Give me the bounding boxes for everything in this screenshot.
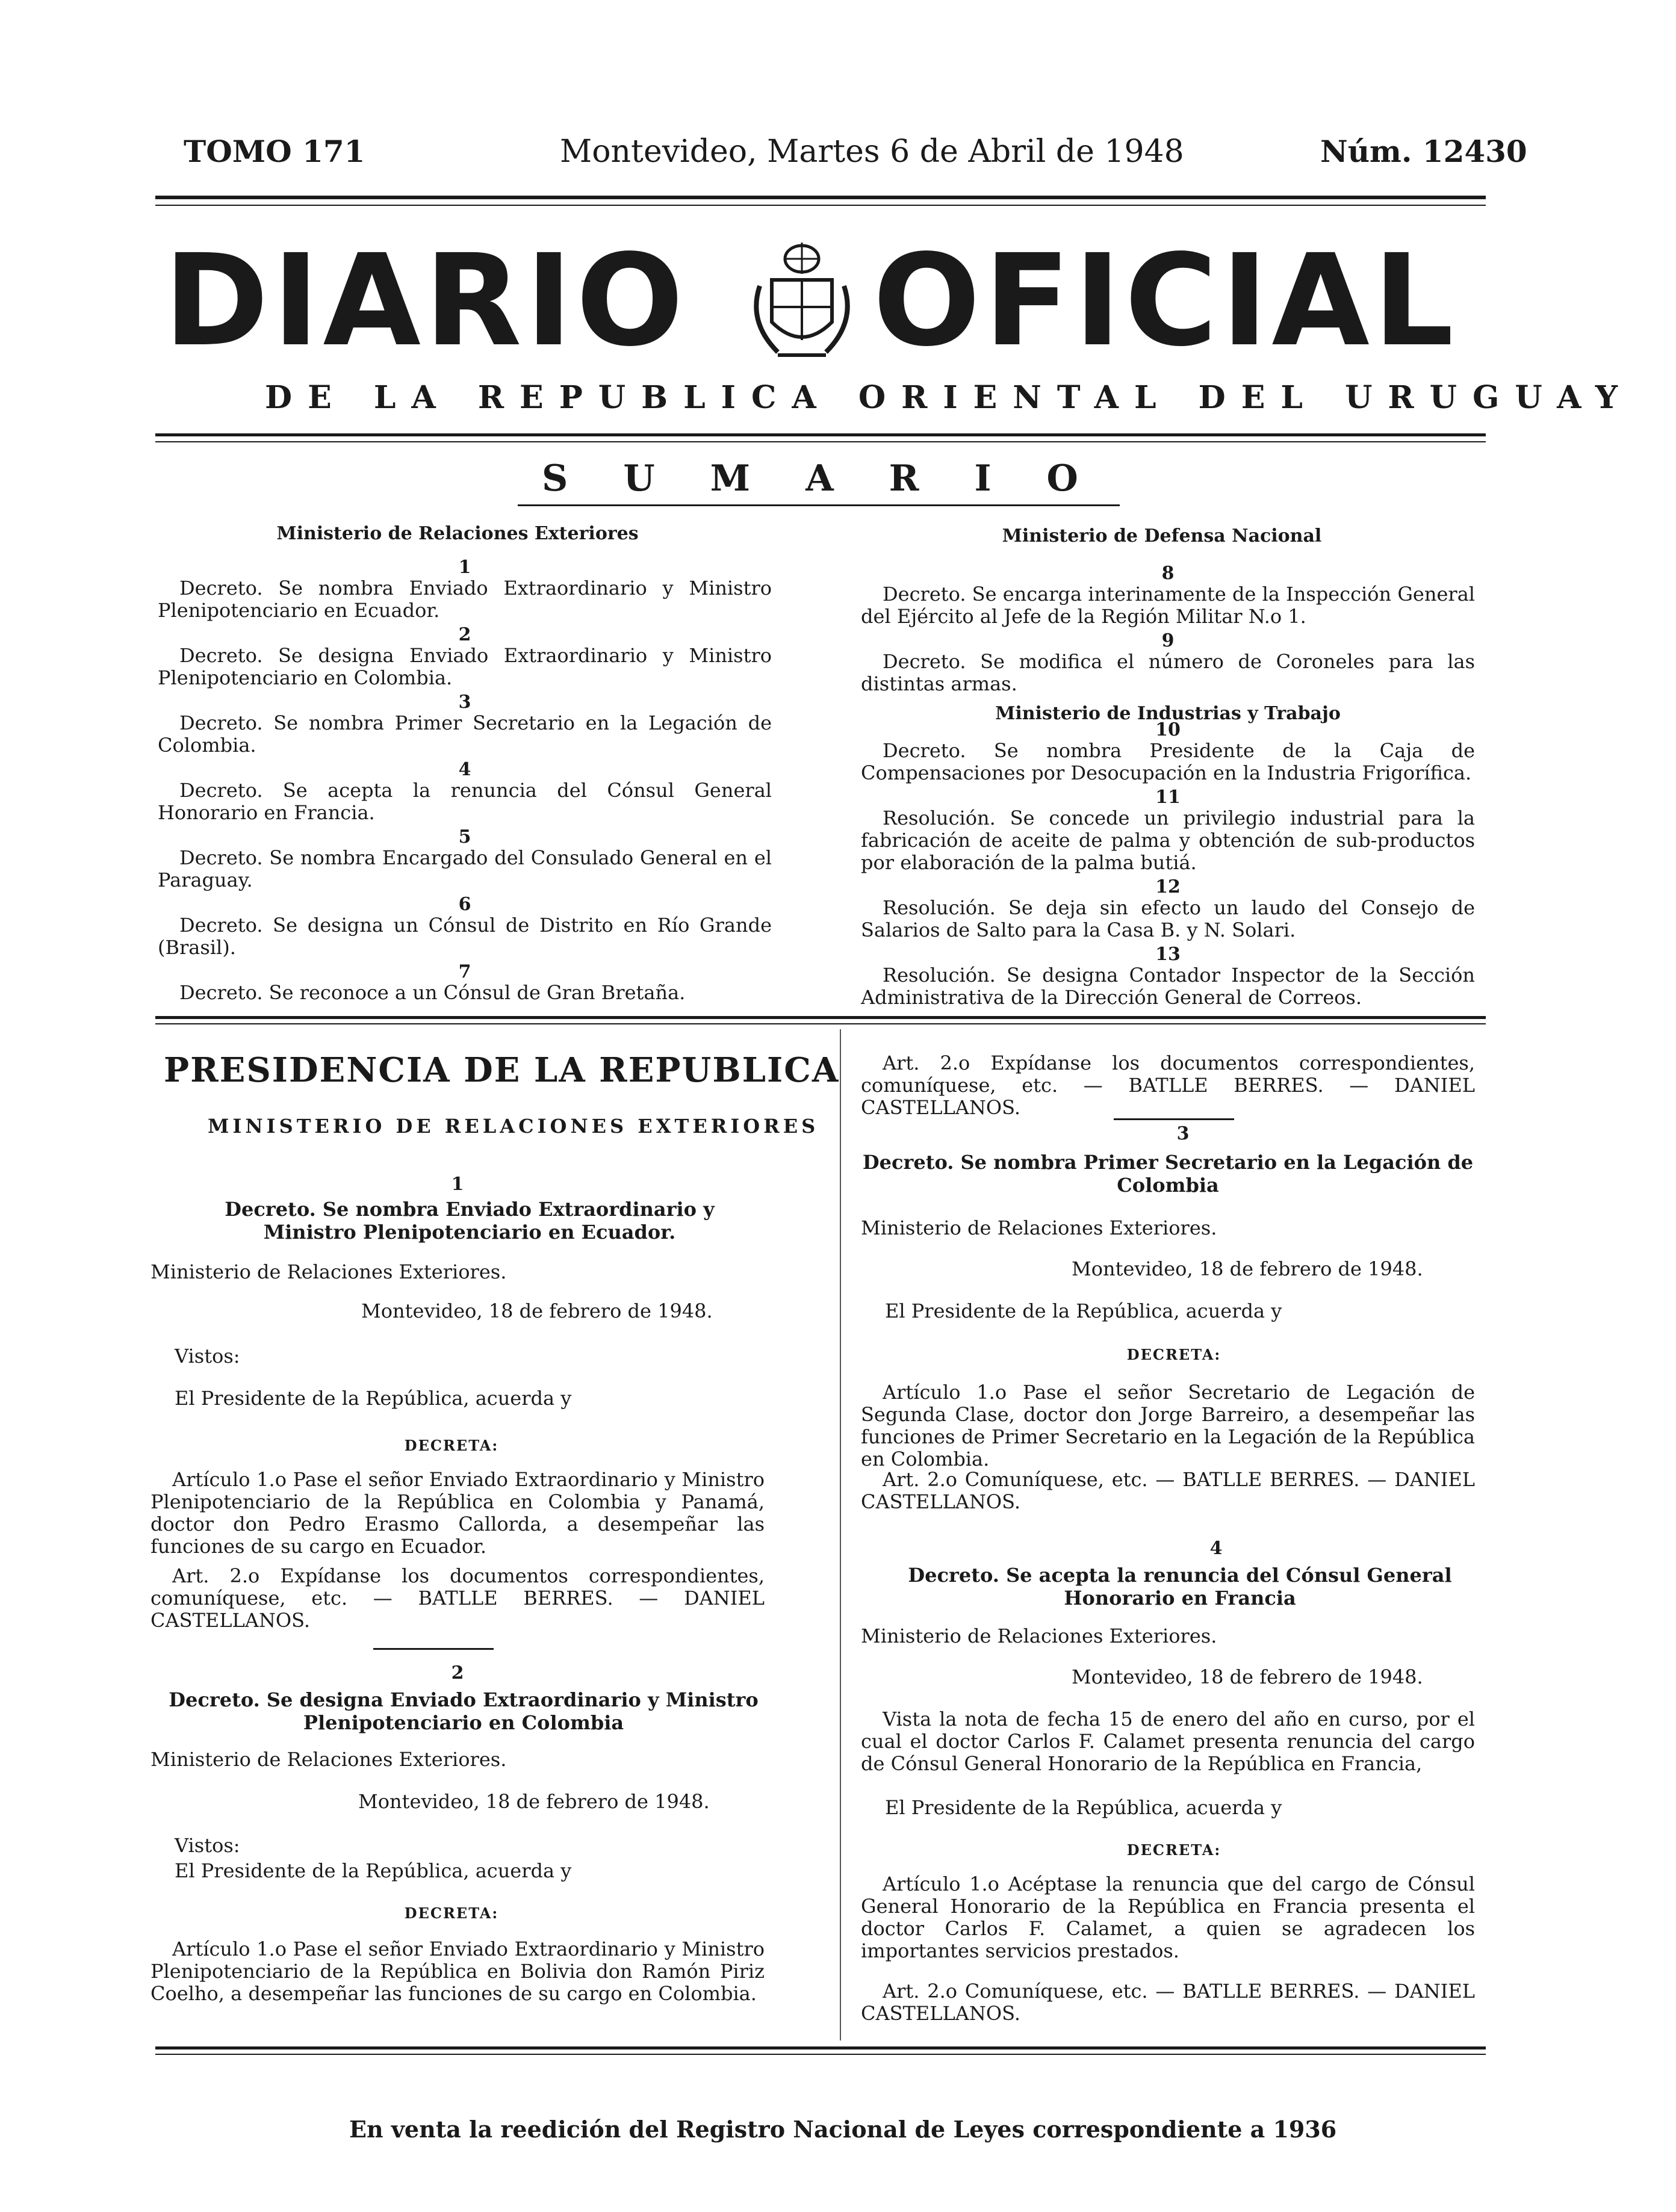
decree-4-decreta: DECRETA: — [1126, 1841, 1221, 1859]
coat-of-arms-seal — [742, 238, 862, 364]
sumario-item-text: Decreto. Se nombra Encargado del Consulado General en el Paraguay. — [158, 846, 772, 891]
tomo-label: TOMO 171 — [184, 134, 365, 169]
decree-3-decreta: DECRETA: — [1126, 1346, 1221, 1363]
decree-1-acuerda: El Presidente de la República, acuerda y — [175, 1387, 572, 1410]
sumario-item-number: 10 — [1155, 719, 1181, 740]
sumario-item-number: 4 — [458, 759, 471, 780]
decree-3-number: 3 — [1176, 1123, 1190, 1144]
decree-3-date: Montevideo, 18 de febrero de 1948. — [1072, 1257, 1423, 1280]
sumario-item-number: 8 — [1161, 563, 1175, 584]
ministry-heading: MINISTERIO DE RELACIONES EXTERIORES — [208, 1115, 819, 1138]
decree-1-ministry: Ministerio de Relaciones Exteriores. — [151, 1260, 507, 1283]
decree-2-vistos: Vistos: — [175, 1834, 240, 1857]
subtitle-rule-thin — [155, 441, 1486, 442]
decree-2-article-1: Artículo 1.o Pase el señor Enviado Extraordinario y Ministro Plenipotenciario de la República en Bolivia don Ramón Piriz Coelho, a desempeñar las funciones de su cargo en Colombia. — [151, 1938, 765, 2005]
subtitle-rule — [155, 433, 1486, 436]
decree-1-article-1: Artículo 1.o Pase el señor Enviado Extraordinario y Ministro Plenipotenciario de la República en Colombia y Panamá, doctor don Pedro Erasmo Callorda, a desempeñar las funciones de su cargo en Ecuador. — [151, 1468, 765, 1558]
sumario-item-text: Decreto. Se designa un Cónsul de Distrito en Río Grande (Brasil). — [158, 914, 772, 959]
decree-4-title: Decreto. Se acepta la renuncia del Cónsul General Honorario en Francia — [908, 1564, 1452, 1609]
decree-3-article-2: Art. 2.o Comuníquese, etc. — BATLLE BERRES. — DANIEL CASTELLANOS. — [861, 1468, 1475, 1513]
header-rule-thin — [155, 205, 1486, 206]
decree-2-date: Montevideo, 18 de febrero de 1948. — [358, 1790, 710, 1813]
sumario-item-number: 6 — [458, 894, 471, 915]
sumario-title: SUMARIO — [542, 457, 1134, 500]
sumario-bottom-rule — [155, 1016, 1486, 1019]
header-rule — [155, 196, 1486, 199]
decree-4-number: 4 — [1209, 1538, 1223, 1559]
decree-1-separator — [373, 1648, 494, 1650]
decree-1-vistos: Vistos: — [175, 1345, 240, 1368]
body-bottom-rule-thin — [155, 2054, 1486, 2055]
sumario-right-ministry-defensa: Ministerio de Defensa Nacional — [1002, 525, 1322, 547]
masthead-subtitle: DE LA REPUBLICA ORIENTAL DEL URUGUAY — [265, 379, 1634, 416]
decree-3-title: Decreto. Se nombra Primer Secretario en la Legación de Colombia — [862, 1151, 1474, 1197]
sumario-item-text: Decreto. Se acepta la renuncia del Cónsul General Honorario en Francia. — [158, 779, 772, 824]
sumario-item-number: 11 — [1155, 787, 1181, 808]
decree-1-decreta: DECRETA: — [404, 1437, 499, 1454]
masthead-oficial: OFICIAL — [873, 227, 1457, 374]
decree-2-article-2: Art. 2.o Expídanse los documentos correspondientes, comuníquese, etc. — BATLLE BERRES. — DANIEL CASTELLANOS. — [861, 1052, 1475, 1119]
sumario-item-number: 2 — [458, 624, 471, 645]
sumario-bottom-rule-thin — [155, 1023, 1486, 1024]
sumario-underline — [518, 504, 1120, 506]
decree-4-article-2: Art. 2.o Comuníquese, etc. — BATLLE BERRES. — DANIEL CASTELLANOS. — [861, 1980, 1475, 2025]
issue-number: Núm. 12430 — [1320, 134, 1527, 169]
sumario-item-text: Decreto. Se modifica el número de Coroneles para las distintas armas. — [861, 650, 1475, 695]
section-title-presidencia: PRESIDENCIA DE LA REPUBLICA — [164, 1050, 840, 1090]
decree-2-separator — [1114, 1118, 1234, 1120]
column-divider — [840, 1029, 841, 2040]
decree-4-ministry: Ministerio de Relaciones Exteriores. — [861, 1625, 1217, 1647]
decree-2-decreta: DECRETA: — [404, 1904, 499, 1922]
decree-4-vista: Vista la nota de fecha 15 de enero del año en curso, por el cual el doctor Carlos F. Calamet presenta renuncia del cargo de Cónsul General Honorario de la República en Francia, — [861, 1708, 1475, 1775]
sumario-item-number: 13 — [1155, 944, 1181, 965]
sumario-item-number: 7 — [458, 961, 471, 982]
decree-2-acuerda: El Presidente de la República, acuerda y — [175, 1859, 572, 1882]
decree-1-date: Montevideo, 18 de febrero de 1948. — [361, 1300, 713, 1322]
sumario-item-text: Decreto. Se reconoce a un Cónsul de Gran Bretaña. — [179, 981, 686, 1004]
sumario-item-text: Resolución. Se concede un privilegio industrial para la fabricación de aceite de palma y obtención de sub-productos por elaboración de la palma butiá. — [861, 807, 1475, 874]
body-bottom-rule — [155, 2046, 1486, 2049]
decree-3-acuerda: El Presidente de la República, acuerda y — [885, 1300, 1282, 1322]
sumario-item-text: Resolución. Se designa Contador Inspector de la Sección Administrativa de la Dirección General de Correos. — [861, 964, 1475, 1009]
decree-1-title: Decreto. Se nombra Enviado Extraordinario y Ministro Plenipotenciario en Ecuador. — [225, 1198, 715, 1244]
sumario-item-text: Decreto. Se encarga interinamente de la Inspección General del Ejército al Jefe de la Región Militar N.o 1. — [861, 583, 1475, 628]
footer-notice: En venta la reedición del Registro Nacional de Leyes correspondiente a 1936 — [349, 2116, 1337, 2143]
sumario-item-text: Decreto. Se nombra Primer Secretario en la Legación de Colombia. — [158, 711, 772, 757]
sumario-item-number: 9 — [1161, 630, 1175, 651]
decree-1-article-2: Art. 2.o Expídanse los documentos correspondientes, comuníquese, etc. — BATLLE BERRES. — DANIEL CASTELLANOS. — [151, 1564, 765, 1632]
decree-3-ministry: Ministerio de Relaciones Exteriores. — [861, 1216, 1217, 1239]
sumario-item-number: 12 — [1155, 876, 1181, 897]
decree-4-date: Montevideo, 18 de febrero de 1948. — [1072, 1665, 1423, 1688]
decree-2-ministry: Ministerio de Relaciones Exteriores. — [151, 1748, 507, 1771]
sumario-item-text: Decreto. Se designa Enviado Extraordinario y Ministro Plenipotenciario en Colombia. — [158, 644, 772, 689]
sumario-item-text: Decreto. Se nombra Presidente de la Caja de Compensaciones por Desocupación en la Industria Frigorífica. — [861, 739, 1475, 784]
sumario-item-text: Decreto. Se nombra Enviado Extraordinario y Ministro Plenipotenciario en Ecuador. — [158, 577, 772, 622]
decree-1-number: 1 — [451, 1174, 464, 1195]
sumario-item-number: 1 — [458, 557, 471, 578]
sumario-left-ministry: Ministerio de Relaciones Exteriores — [276, 523, 639, 544]
masthead-diario: DIARIO — [164, 227, 687, 374]
decree-4-article-1: Artículo 1.o Acéptase la renuncia que del cargo de Cónsul General Honorario de la República en Francia presenta el doctor Carlos F. Calamet, a quien se agradecen los importantes servicios prestados. — [861, 1873, 1475, 1962]
decree-4-acuerda: El Presidente de la República, acuerda y — [885, 1796, 1282, 1819]
decree-2-title: Decreto. Se designa Enviado Extraordinario y Ministro Plenipotenciario en Colombia — [169, 1688, 759, 1734]
issue-date: Montevideo, Martes 6 de Abril de 1948 — [560, 134, 1184, 170]
decree-3-article-1: Artículo 1.o Pase el señor Secretario de Legación de Segunda Clase, doctor don Jorge Barreiro, a desempeñar las funciones de Primer Secretario en la Legación de la República en Colombia. — [861, 1381, 1475, 1470]
sumario-item-number: 3 — [458, 692, 471, 713]
sumario-right-ministry-industrias: Ministerio de Industrias y Trabajo — [995, 703, 1341, 724]
decree-2-number: 2 — [451, 1662, 464, 1684]
sumario-item-text: Resolución. Se deja sin efecto un laudo del Consejo de Salarios de Salto para la Casa B. y N. Solari. — [861, 896, 1475, 941]
sumario-item-number: 5 — [458, 826, 471, 847]
